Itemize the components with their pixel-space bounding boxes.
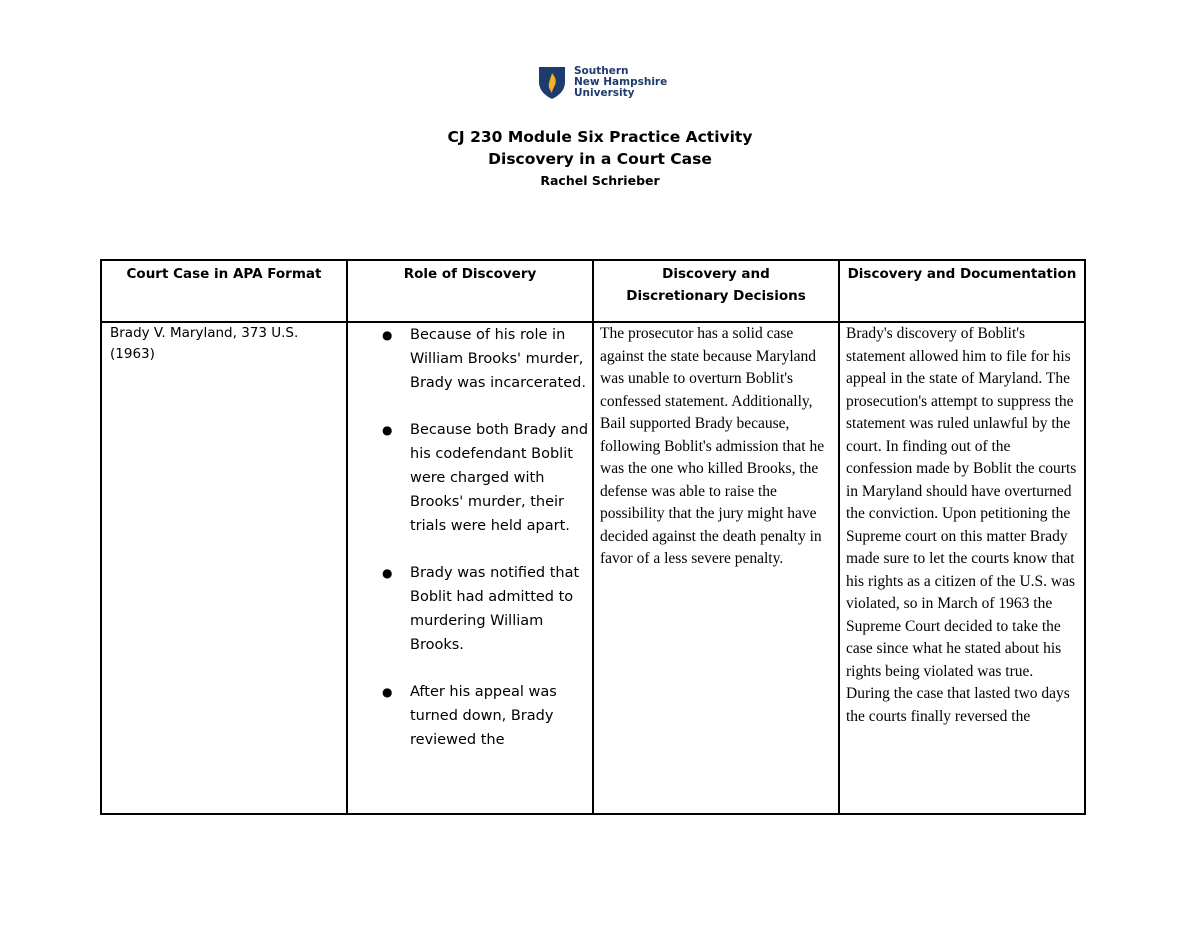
column-header-role [347, 260, 593, 322]
cell-court-case [101, 322, 347, 814]
list-item: ● Brady was notified that Boblit had admitted to murdering William Brooks. [362, 561, 592, 657]
document-title: CJ 230 Module Six Practice Activity [447, 128, 753, 146]
column-header-discretionary [593, 260, 839, 322]
logo-wordmark [574, 66, 667, 99]
role-bullet-list [348, 323, 592, 752]
cell-documentation [839, 322, 1085, 814]
column-header-text: Discovery and [662, 266, 770, 282]
logo-line: University [574, 87, 635, 99]
snhu-shield-icon [538, 66, 566, 100]
list-item: ● After his appeal was turned down, Brady reviewed the [362, 680, 592, 752]
table-row [101, 322, 1085, 814]
author-name: Rachel Schrieber [540, 173, 660, 188]
logo-line: Southern [574, 65, 629, 77]
court-case-table [100, 259, 1086, 815]
documentation-text: Brady's discovery of Boblit's statement allowed him to file for his appeal in the state of Maryland. The prosecution's attempt to suppress the statement was ruled unlawful by the court. In finding out of the confession made by Boblit the courts in Maryland should have overturned the conviction. Upon petitioning the Supreme court on this matter Brady made sure to let the courts know that his rights as a citizen of the U.S. was violated, so in March of 1963 the Supreme Court decided to take the case since what he stated about his rights being violated was true. During the case that lasted two days the courts finally reversed the [846, 325, 1077, 725]
logo-line: New Hampshire [574, 76, 668, 88]
column-header-text: Discovery and Documentation [847, 266, 1077, 282]
court-case-citation: Brady V. Maryland, 373 U.S. (1963) [110, 325, 299, 362]
cell-role-of-discovery [347, 322, 593, 814]
table-header-row [101, 260, 1085, 322]
cell-discretionary-decisions [593, 322, 839, 814]
column-header-text: Role of Discovery [403, 266, 537, 282]
column-header-documentation [839, 260, 1085, 322]
document-subtitle: Discovery in a Court Case [488, 150, 712, 168]
list-item: ● Because of his role in William Brooks' murder, Brady was incarcerated. [362, 323, 592, 395]
list-item: ● Because both Brady and his codefendant Boblit were charged with Brooks' murder, their trials were held apart. [362, 418, 592, 538]
column-header-text: Court Case in APA Format [126, 266, 322, 282]
university-logo [538, 66, 667, 102]
column-header-court-case [101, 260, 347, 322]
column-header-text: Discretionary Decisions [626, 288, 806, 304]
discretionary-text: The prosecutor has a solid case against the state because Maryland was unable to overturn Boblit's confessed statement. Additionally, Bail supported Brady because, following Boblit's admission that he was the one who killed Brooks, the defense was able to raise the possibility that the jury might have decided against the death penalty in favor of a less severe penalty. [600, 325, 825, 567]
